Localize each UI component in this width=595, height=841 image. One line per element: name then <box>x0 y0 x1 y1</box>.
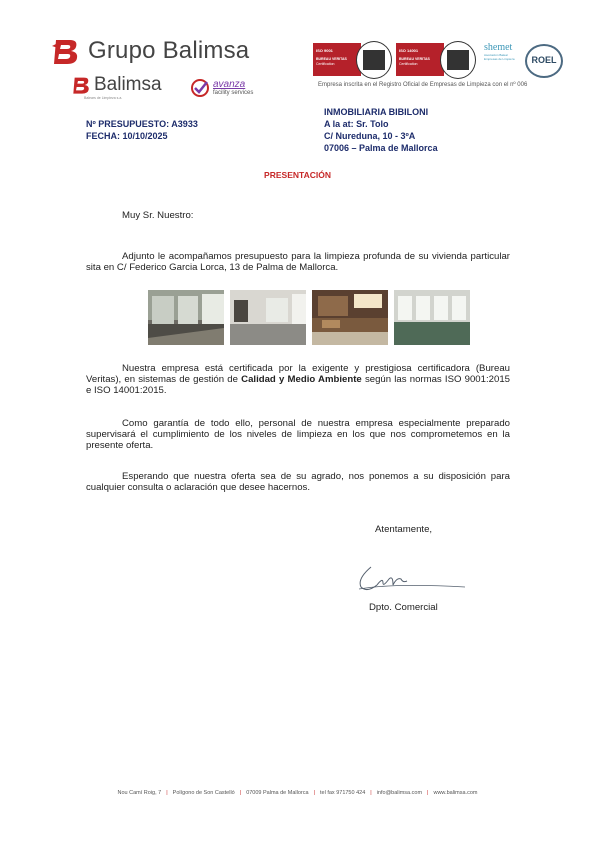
salutation-text: Muy Sr. Nuestro: <box>122 210 194 221</box>
budget-date: FECHA: 10/10/2025 <box>86 131 168 141</box>
footer-address: Nou Camí Roig, 7 <box>117 790 162 796</box>
brand-title: Grupo Balimsa <box>88 37 250 64</box>
recipient-company: INMOBILIARIA BIBILONI <box>324 107 429 117</box>
shemet-caption: Asociación Balear Empresas de Limpieza <box>484 53 515 61</box>
certification-label: Certification <box>399 62 418 66</box>
avanza-check-icon <box>190 78 210 98</box>
footer-phone: tel fax 971750 424 <box>320 790 366 796</box>
roel-logo <box>525 44 563 78</box>
property-photo-kitchen <box>312 290 388 345</box>
signature <box>353 557 465 597</box>
salutation <box>86 210 510 221</box>
footer: Nou Camí Roig, 7 | Polígono de Son Castelló | 07009 Palma de Mallorca | tel fax 971750 424 | info@balimsa.com | www.balimsa.com <box>117 790 478 796</box>
department: Dpto. Comercial <box>369 602 438 613</box>
iso-9001-badge <box>313 43 361 76</box>
shemet-name: shemet <box>484 42 513 53</box>
footer-website[interactable]: www.balimsa.com <box>433 790 478 796</box>
bureau-veritas-label: BUREAU VERITAS <box>316 57 347 61</box>
sub-brand-tagline: Balears de Limpieza s.a. <box>84 96 123 100</box>
bureau-veritas-seal-icon <box>356 41 392 79</box>
property-photo-terrace <box>148 290 224 345</box>
footer-industrial-estate: Polígono de Son Castelló <box>172 790 235 796</box>
paragraph-4: Esperando que nuestra oferta sea de su agrado, nos ponemos a su disposición para cualquier consulta o aclaración que desee hacernos. <box>86 471 510 493</box>
paragraph-2 <box>86 363 510 396</box>
partner-tagline: facility services <box>213 90 254 96</box>
recipient-block <box>324 106 438 154</box>
property-photo-bedroom <box>394 290 470 345</box>
closing: Atentamente, <box>375 524 433 535</box>
avanza-logo <box>190 78 253 98</box>
paragraph-3: Como garantía de todo ello, personal de nuestra empresa especialmente preparado supervisará el cumplimiento de los niveles de limpieza en los que nos comprometemos en la presente oferta. <box>86 418 510 451</box>
sub-brand-name: Balimsa <box>94 74 162 95</box>
paragraph-2-intro: Nuestra empresa está certificada por la exigente y prestigiosa certificadora (Bureau Veritas), en sistemas de gestión de <box>86 363 510 385</box>
balimsa-sub-logo <box>72 74 162 100</box>
paragraph-2-highlight: Calidad y Medio Ambiente <box>241 374 362 385</box>
shemet-logo <box>484 42 520 61</box>
balimsa-small-b-icon <box>72 75 92 95</box>
paragraph-1: Adjunto le acompañamos presupuesto para la limpieza profunda de su vivienda particular sita en C/ Federico Garcia Lorca, 13 de Palma de Mallorca. <box>86 251 510 273</box>
certification-label: Certification <box>316 62 335 66</box>
paragraph-2-end: según las normas ISO 9001:2015 e ISO 14001:2015. <box>86 374 510 396</box>
reference-block <box>86 118 198 142</box>
balimsa-b-logo-icon <box>52 36 82 66</box>
property-photo-living-room <box>230 290 306 345</box>
iso-14001-label: ISO 14001 <box>399 48 419 53</box>
partner-name: avanza <box>213 79 246 90</box>
iso-9001-label: ISO 9001 <box>316 48 333 53</box>
recipient-attention: A la at: Sr. Tolo <box>324 119 389 129</box>
recipient-city: 07006 – Palma de Mallorca <box>324 143 438 153</box>
registry-note: Empresa inscrita en el Registro Oficial de Empresas de Limpieza con el nº 006 <box>318 82 528 88</box>
iso-14001-badge <box>396 43 444 76</box>
roel-label: ROEL <box>531 55 557 65</box>
footer-email[interactable]: info@balimsa.com <box>376 790 423 796</box>
grupo-balimsa-logo <box>52 36 249 66</box>
bureau-veritas-label: BUREAU VERITAS <box>399 57 430 61</box>
budget-number: Nº PRESUPUESTO: A3933 <box>86 119 198 129</box>
recipient-street: C/ Nureduna, 10 - 3ºA <box>324 131 416 141</box>
bureau-veritas-seal-icon <box>440 41 476 79</box>
section-heading: PRESENTACIÓN <box>264 170 331 180</box>
property-photos <box>148 290 470 345</box>
footer-city: 07009 Palma de Mallorca <box>246 790 309 796</box>
